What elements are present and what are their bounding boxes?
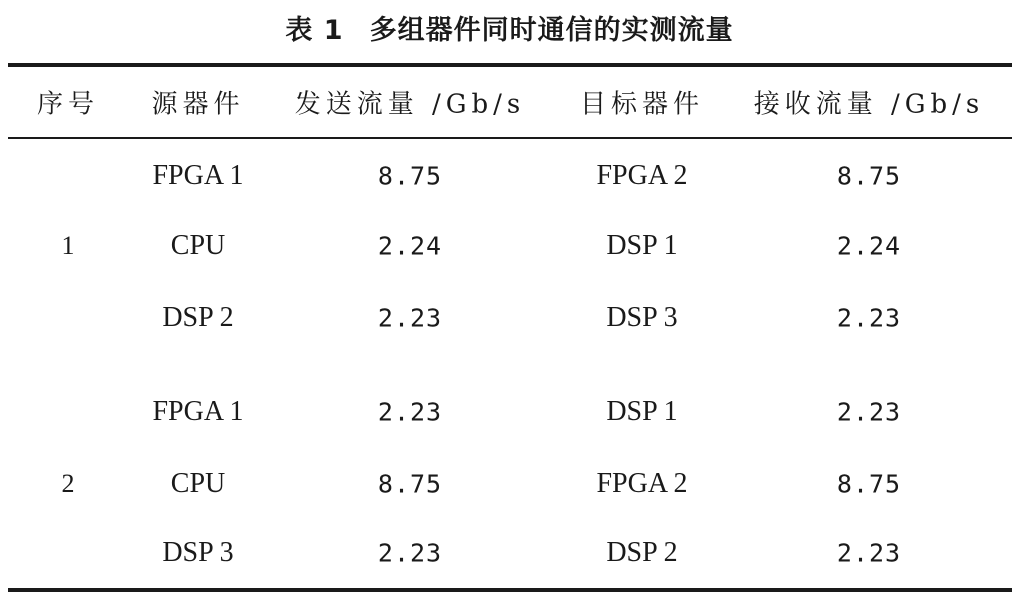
receive-rate: 2.23 — [836, 397, 902, 427]
source-device: CPU — [170, 230, 226, 261]
header-receive-rate: 接收流量 /Gb/s — [753, 89, 985, 120]
source-device: CPU — [170, 468, 226, 499]
group-seq: 1 — [61, 231, 75, 260]
header-send-rate: 发送流量 /Gb/s — [294, 89, 526, 120]
send-rate: 2.23 — [377, 397, 443, 427]
header-target-device: 目标器件 — [579, 89, 705, 120]
send-rate: 2.23 — [377, 538, 443, 568]
receive-rate: 2.23 — [836, 303, 902, 333]
target-device: DSP 2 — [606, 537, 678, 568]
target-device: DSP 3 — [606, 302, 678, 333]
source-device: DSP 2 — [162, 302, 234, 333]
group-seq: 2 — [61, 469, 75, 498]
top-rule — [8, 63, 1012, 67]
receive-rate: 2.23 — [836, 538, 902, 568]
send-rate: 8.75 — [377, 469, 443, 499]
source-device: FPGA 1 — [152, 160, 244, 191]
target-device: FPGA 2 — [596, 468, 688, 499]
header-rule — [8, 137, 1012, 139]
target-device: DSP 1 — [606, 230, 678, 261]
header-seq: 序号 — [36, 89, 100, 120]
table-title — [0, 8, 1019, 47]
target-device: DSP 1 — [606, 396, 678, 427]
target-device: FPGA 2 — [596, 160, 688, 191]
table-caption: 多组器件同时通信的实测流量 — [369, 15, 734, 46]
header-source-device: 源器件 — [151, 89, 245, 120]
source-device: FPGA 1 — [152, 396, 244, 427]
table-number: 表 1 — [285, 15, 344, 46]
receive-rate: 2.24 — [836, 231, 902, 261]
bottom-rule — [8, 588, 1012, 592]
receive-rate: 8.75 — [836, 469, 902, 499]
source-device: DSP 3 — [162, 537, 234, 568]
send-rate: 2.24 — [377, 231, 443, 261]
receive-rate: 8.75 — [836, 161, 902, 191]
send-rate: 8.75 — [377, 161, 443, 191]
send-rate: 2.23 — [377, 303, 443, 333]
